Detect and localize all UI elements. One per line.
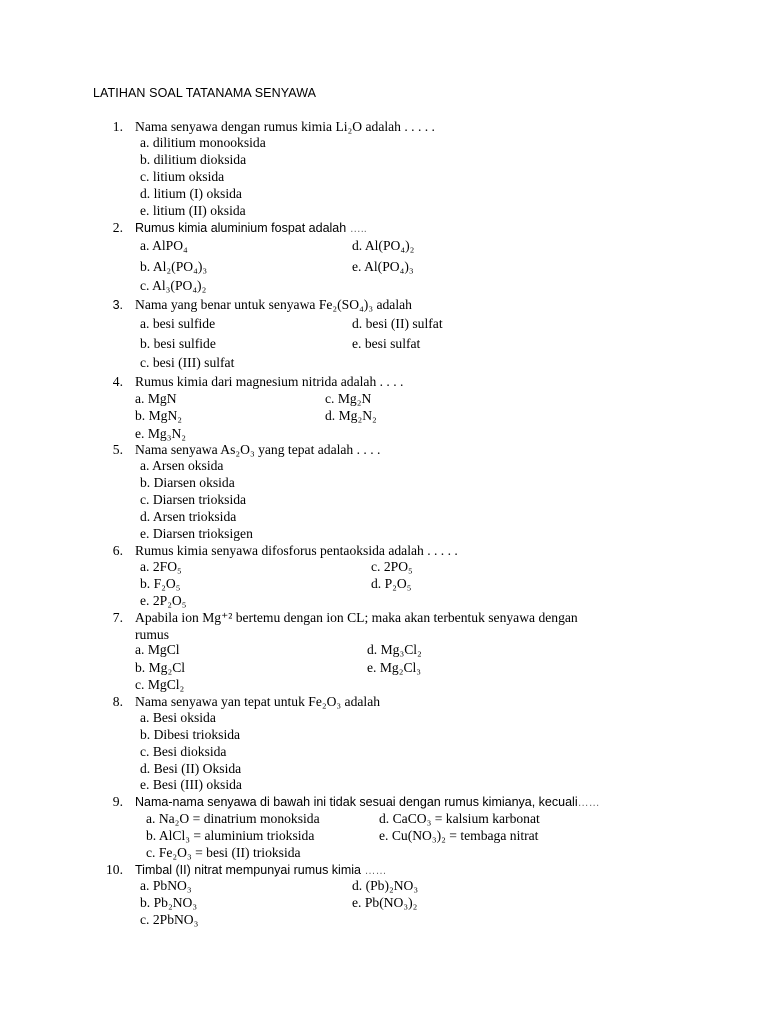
page-title: LATIHAN SOAL TATANAMA SENYAWA (93, 86, 317, 100)
option: d. (Pb)₂NO₃ (352, 878, 419, 893)
option: b. Diarsen oksida (140, 475, 235, 490)
option: c. litium oksida (140, 169, 225, 184)
question-number: 6. (112, 543, 123, 558)
question-text: Nama senyawa dengan rumus kimia Li₂O adalah . . . . . (135, 119, 435, 134)
option: a. besi sulfide (140, 316, 216, 331)
question-number: 1. (112, 119, 123, 134)
option: d. CaCO₃ = kalsium karbonat (379, 811, 540, 826)
answer-dots: …… (577, 797, 600, 809)
question-text: Rumus kimia dari magnesium nitrida adalah . . . . (135, 374, 404, 389)
option: c. 2PO₅ (371, 559, 413, 574)
option: e. Besi (III) oksida (140, 777, 242, 792)
option: c. besi (III) sulfat (140, 355, 235, 370)
option: e. Diarsen trioksigen (140, 526, 253, 541)
question-text: Rumus kimia aluminium fospat adalah ….. (135, 221, 367, 235)
option: d. litium (I) oksida (140, 186, 242, 201)
option: b. Mg₂Cl (135, 660, 186, 675)
question-text: Nama senyawa As₂O₃ yang tepat adalah . . . . (135, 442, 381, 457)
question-text: Timbal (II) nitrat mempunyai rumus kimia …… (135, 863, 387, 877)
option: e. Cu(NO₃)₂ = tembaga nitrat (379, 828, 539, 843)
option: b. MgN₂ (135, 408, 183, 423)
option: c. MgCl₂ (135, 677, 185, 692)
option: c. Diarsen trioksida (140, 492, 247, 507)
question-text-continued: rumus (135, 627, 169, 642)
answer-dots: ….. (349, 223, 367, 235)
option: a. Arsen oksida (140, 458, 224, 473)
question-number: 7. (112, 610, 123, 625)
option: a. MgN (135, 391, 177, 406)
question-text: Nama senyawa yan tepat untuk Fe₂O₃ adalah (135, 694, 381, 709)
question-number: 3. (112, 298, 123, 312)
option: b. Al₂(PO₄)₃ (140, 259, 208, 274)
answer-dots: …… (364, 865, 387, 877)
option: a. MgCl (135, 642, 180, 657)
option: a. dilitium monooksida (140, 135, 266, 150)
option: c. 2PbNO₃ (140, 912, 199, 927)
option: b. besi sulfide (140, 336, 216, 351)
option: d. Besi (II) Oksida (140, 761, 242, 776)
question-number: 8. (112, 694, 123, 709)
option: b. dilitium dioksida (140, 152, 247, 167)
question-text: Rumus kimia senyawa difosforus pentaoksida adalah . . . . . (135, 543, 458, 558)
option: e. Mg₃N₂ (135, 426, 187, 441)
option: d. Arsen trioksida (140, 509, 237, 524)
question-text: Apabila ion Mg⁺² bertemu dengan ion CL; maka akan terbentuk senyawa dengan (135, 610, 578, 625)
option: e. Pb(NO₃)₂ (352, 895, 418, 910)
option: c. Al₃(PO₄)₂ (140, 278, 207, 293)
option: e. 2P₂O₅ (140, 593, 187, 608)
option: b. F₂O₅ (140, 576, 181, 591)
question-text: Nama yang benar untuk senyawa Fe₂(SO₄)₃ adalah (135, 297, 412, 312)
question-number: 4. (112, 374, 123, 389)
question-number: 10. (106, 862, 123, 877)
option: a. 2FO₅ (140, 559, 182, 574)
option: c. Fe₂O₃ = besi (II) trioksida (146, 845, 301, 860)
option: e. Al(PO₄)₃ (352, 259, 414, 274)
option: b. Dibesi trioksida (140, 727, 241, 742)
option: c. Besi dioksida (140, 744, 227, 759)
option: a. AlPO₄ (140, 238, 188, 253)
option: d. Mg₃Cl₂ (367, 642, 422, 657)
option: a. PbNO₃ (140, 878, 192, 893)
option: e. litium (II) oksida (140, 203, 246, 218)
option: b. AlCl₃ = aluminium trioksida (146, 828, 315, 843)
option: d. P₂O₅ (371, 576, 412, 591)
option: b. Pb₂NO₃ (140, 895, 198, 910)
option: e. besi sulfat (352, 336, 421, 351)
option: a. Besi oksida (140, 710, 216, 725)
option: d. Mg₂N₂ (325, 408, 377, 423)
option: c. Mg₂N (325, 391, 372, 406)
question-number: 2. (112, 220, 123, 235)
option: e. Mg₂Cl₃ (367, 660, 422, 675)
question-number: 5. (112, 442, 123, 457)
option: d. Al(PO₄)₂ (352, 238, 415, 253)
question-text: Nama-nama senyawa di bawah ini tidak sesuai dengan rumus kimianya, kecuali…… (135, 795, 600, 809)
option: a. Na₂O = dinatrium monoksida (146, 811, 320, 826)
question-number: 9. (112, 794, 123, 809)
option: d. besi (II) sulfat (352, 316, 443, 331)
